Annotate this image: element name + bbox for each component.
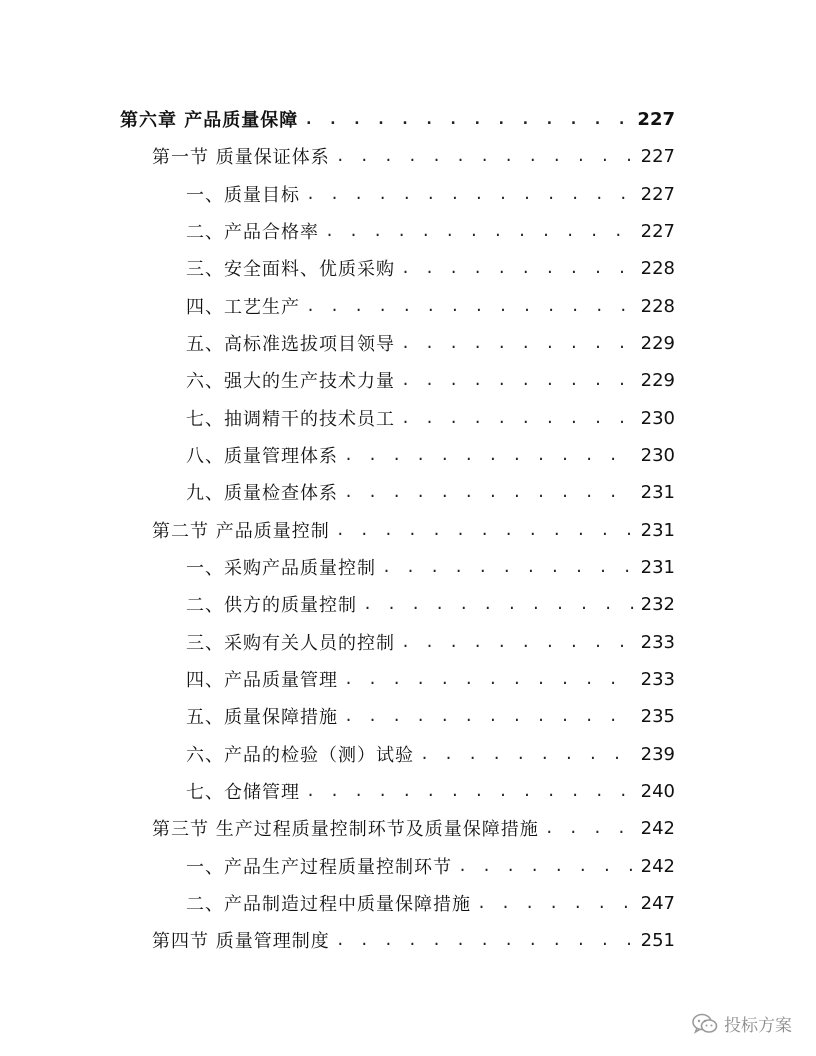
dot-leader xyxy=(458,857,635,875)
toc-page-number: 233 xyxy=(640,668,675,690)
dot-leader xyxy=(306,782,635,800)
toc-page-number: 227 xyxy=(640,183,675,205)
toc-page-number: 230 xyxy=(640,444,675,466)
toc-subsection[interactable] xyxy=(186,702,675,730)
toc-label: 第六章 产品质量保障 xyxy=(120,110,299,131)
toc-section[interactable] xyxy=(152,142,675,170)
toc-page-number: 242 xyxy=(640,817,675,839)
toc-subsection[interactable] xyxy=(186,553,675,581)
toc-page-number: 235 xyxy=(640,705,675,727)
toc-page-number: 232 xyxy=(640,593,675,615)
dot-leader xyxy=(401,371,635,389)
toc-label: 第一节 质量保证体系 xyxy=(152,147,330,168)
toc-subsection[interactable] xyxy=(186,590,675,618)
toc-subsection[interactable] xyxy=(186,478,675,506)
toc-label: 五、高标准选拔项目领导 xyxy=(186,334,395,355)
watermark xyxy=(692,1011,792,1036)
toc-page-number: 233 xyxy=(640,631,675,653)
toc-label: 五、质量保障措施 xyxy=(186,707,338,728)
toc-subsection[interactable] xyxy=(186,404,675,432)
toc-section[interactable] xyxy=(152,814,675,842)
dot-leader xyxy=(304,110,631,128)
watermark-text: 投标方案 xyxy=(724,1016,792,1036)
toc-page-number: 247 xyxy=(640,892,675,914)
toc-page-number: 239 xyxy=(640,743,675,765)
toc-label: 九、质量检查体系 xyxy=(186,483,338,504)
toc-label: 第四节 质量管理制度 xyxy=(152,931,330,952)
toc-page-number: 227 xyxy=(640,220,675,242)
toc-label: 二、产品合格率 xyxy=(186,222,319,243)
toc-label: 二、供方的质量控制 xyxy=(186,595,357,616)
toc-label: 三、安全面料、优质采购 xyxy=(186,259,395,280)
dot-leader xyxy=(325,222,635,240)
toc-subsection[interactable] xyxy=(186,292,675,320)
dot-leader xyxy=(420,745,635,763)
dot-leader xyxy=(545,819,635,837)
dot-leader xyxy=(344,670,635,688)
dot-leader xyxy=(401,633,635,651)
toc-label: 第二节 产品质量控制 xyxy=(152,521,330,542)
toc-label: 第三节 生产过程质量控制环节及质量保障措施 xyxy=(152,819,539,840)
toc-page-number: 251 xyxy=(640,929,675,951)
dot-leader xyxy=(336,521,635,539)
toc-label: 七、抽调精干的技术员工 xyxy=(186,409,395,430)
toc-subsection[interactable] xyxy=(186,740,675,768)
dot-leader xyxy=(401,334,635,352)
dot-leader xyxy=(306,185,635,203)
toc-label: 七、仓储管理 xyxy=(186,782,300,803)
toc-subsection[interactable] xyxy=(186,329,675,357)
toc-page-number: 240 xyxy=(640,780,675,802)
dot-leader xyxy=(344,483,635,501)
dot-leader xyxy=(401,259,635,277)
toc-page-number: 231 xyxy=(640,556,675,578)
toc-page-number: 229 xyxy=(640,332,675,354)
toc-label: 八、质量管理体系 xyxy=(186,446,338,467)
toc-page-number: 230 xyxy=(640,407,675,429)
toc-page-number: 228 xyxy=(640,295,675,317)
toc-label: 六、产品的检验（测）试验 xyxy=(186,745,414,766)
toc-subsection[interactable] xyxy=(186,628,675,656)
toc-label: 一、采购产品质量控制 xyxy=(186,558,376,579)
toc-label: 二、产品制造过程中质量保障措施 xyxy=(186,894,471,915)
dot-leader xyxy=(382,558,635,576)
dot-leader xyxy=(336,147,635,165)
toc-label: 四、工艺生产 xyxy=(186,297,300,318)
dot-leader xyxy=(401,409,635,427)
toc-page-number: 231 xyxy=(640,519,675,541)
wechat-icon xyxy=(692,1013,718,1035)
toc-label: 一、产品生产过程质量控制环节 xyxy=(186,857,452,878)
dot-leader xyxy=(336,931,635,949)
toc-subsection[interactable] xyxy=(186,254,675,282)
toc-section[interactable] xyxy=(152,926,675,954)
toc-subsection[interactable] xyxy=(186,217,675,245)
toc-subsection[interactable] xyxy=(186,852,675,880)
toc-page-number: 231 xyxy=(640,481,675,503)
toc-label: 一、质量目标 xyxy=(186,185,300,206)
toc-page-number: 228 xyxy=(640,257,675,279)
toc-subsection[interactable] xyxy=(186,665,675,693)
toc-page-number: 229 xyxy=(640,369,675,391)
toc-chapter[interactable] xyxy=(120,105,675,133)
toc-subsection[interactable] xyxy=(186,180,675,208)
dot-leader xyxy=(363,595,635,613)
dot-leader xyxy=(344,707,635,725)
toc-section[interactable] xyxy=(152,516,675,544)
toc-subsection[interactable] xyxy=(186,441,675,469)
toc-page-number: 242 xyxy=(640,855,675,877)
toc-label: 三、采购有关人员的控制 xyxy=(186,633,395,654)
dot-leader xyxy=(306,297,635,315)
toc-subsection[interactable] xyxy=(186,366,675,394)
toc-page-number: 227 xyxy=(637,108,675,130)
toc-subsection[interactable] xyxy=(186,777,675,805)
toc-label: 六、强大的生产技术力量 xyxy=(186,371,395,392)
toc-page-number: 227 xyxy=(640,145,675,167)
dot-leader xyxy=(344,446,635,464)
toc-subsection[interactable] xyxy=(186,889,675,917)
dot-leader xyxy=(477,894,635,912)
toc-label: 四、产品质量管理 xyxy=(186,670,338,691)
